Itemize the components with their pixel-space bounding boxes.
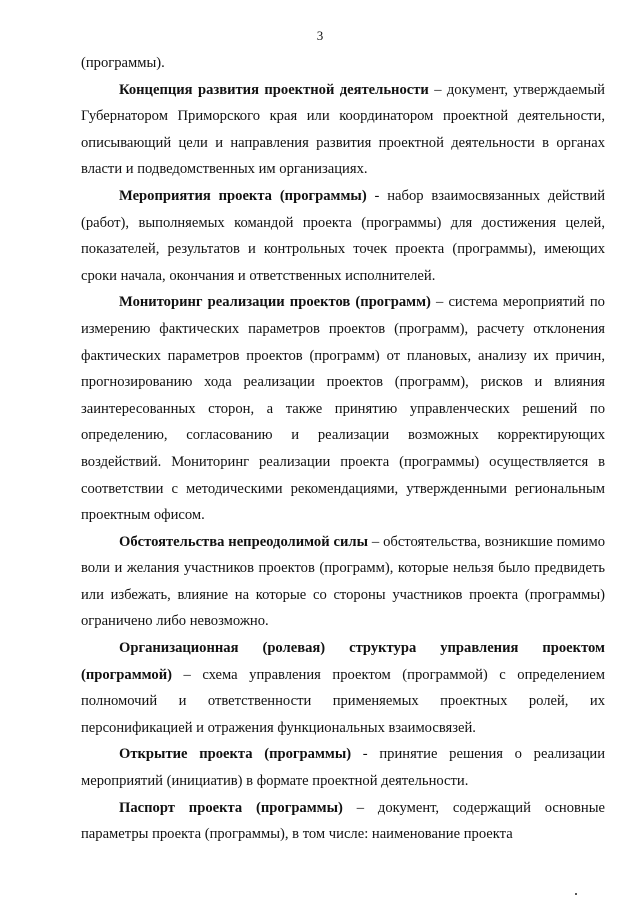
definition-text: – схема управления проектом (программой) с определением полномочий и ответственности применяемых проектных ролей, их персонификацией и отражения функциональных взаимосвязей. [81, 666, 605, 736]
definition-project-opening [81, 741, 605, 794]
definition-text: – система мероприятий по измерению фактических параметров проектов (программ), расчету отклонения фактических параметров проектов (программ) от плановых, анализу их причин, прогнозированию хода реализации проектов (программ), рисков и влияния заинтересованных сторон, а также принятию управленческих решений по определению, согласованию и реализации возможных корректирующих воздействий. Мониторинг реализации проекта (программы) осуществляется в соответствии с методическими рекомендациями, утвержденными региональным проектным офисом. [81, 294, 605, 524]
definition-term: Паспорт проекта (программы) [119, 799, 343, 816]
paragraph-continuation [81, 50, 605, 77]
definition-text: - принятие решения о реализации мероприятий (инициатив) в формате проектной деятельности. [81, 746, 606, 790]
definition-text: – обстоятельства, возникшие помимо воли и желания участников проектов (программ), которые нельзя было предвидеть или избежать, влияние на которые со стороны участников проекта (программы) ограничено либо невозможно. [81, 533, 605, 630]
definition-term: Открытие проекта (программы) [119, 746, 352, 763]
definition-monitoring [81, 289, 605, 528]
definition-project-passport [81, 795, 605, 848]
definition-term: Мониторинг реализации проектов (программ) [119, 294, 431, 311]
definition-text: – документ, содержащий основные параметры проекта (программы), в том числе: наименование проекта [81, 799, 605, 843]
page-number: 3 [316, 28, 324, 43]
definition-term: Организационная (ролевая) структура управления проектом (программой) [81, 640, 605, 683]
definition-force-majeure [81, 529, 605, 635]
definition-text: - набор взаимосвязанных действий (работ), выполняемых командой проекта (программы) для достижения целей, показателей, результатов и контрольных точек проекта (программы), имеющих сроки начала, окончания и ответственных исполнителей. [81, 187, 606, 284]
definition-org-structure [81, 635, 605, 741]
paragraph-text: (программы). [81, 55, 165, 71]
definition-term: Мероприятия проекта (программы) [119, 187, 367, 204]
definition-term: Концепция развития проектной деятельности [119, 81, 429, 98]
definition-text: – документ, утверждаемый Губернатором Приморского края или координатором проектной деятельности, описывающий цели и направления развития проектной деятельности в органах власти и подведомственных им организациях. [81, 81, 605, 178]
document-body [81, 50, 605, 848]
definition-project-activities [81, 183, 605, 289]
scan-speck [575, 893, 577, 895]
definition-concept [81, 77, 605, 183]
definition-term: Обстоятельства непреодолимой силы [119, 533, 368, 550]
